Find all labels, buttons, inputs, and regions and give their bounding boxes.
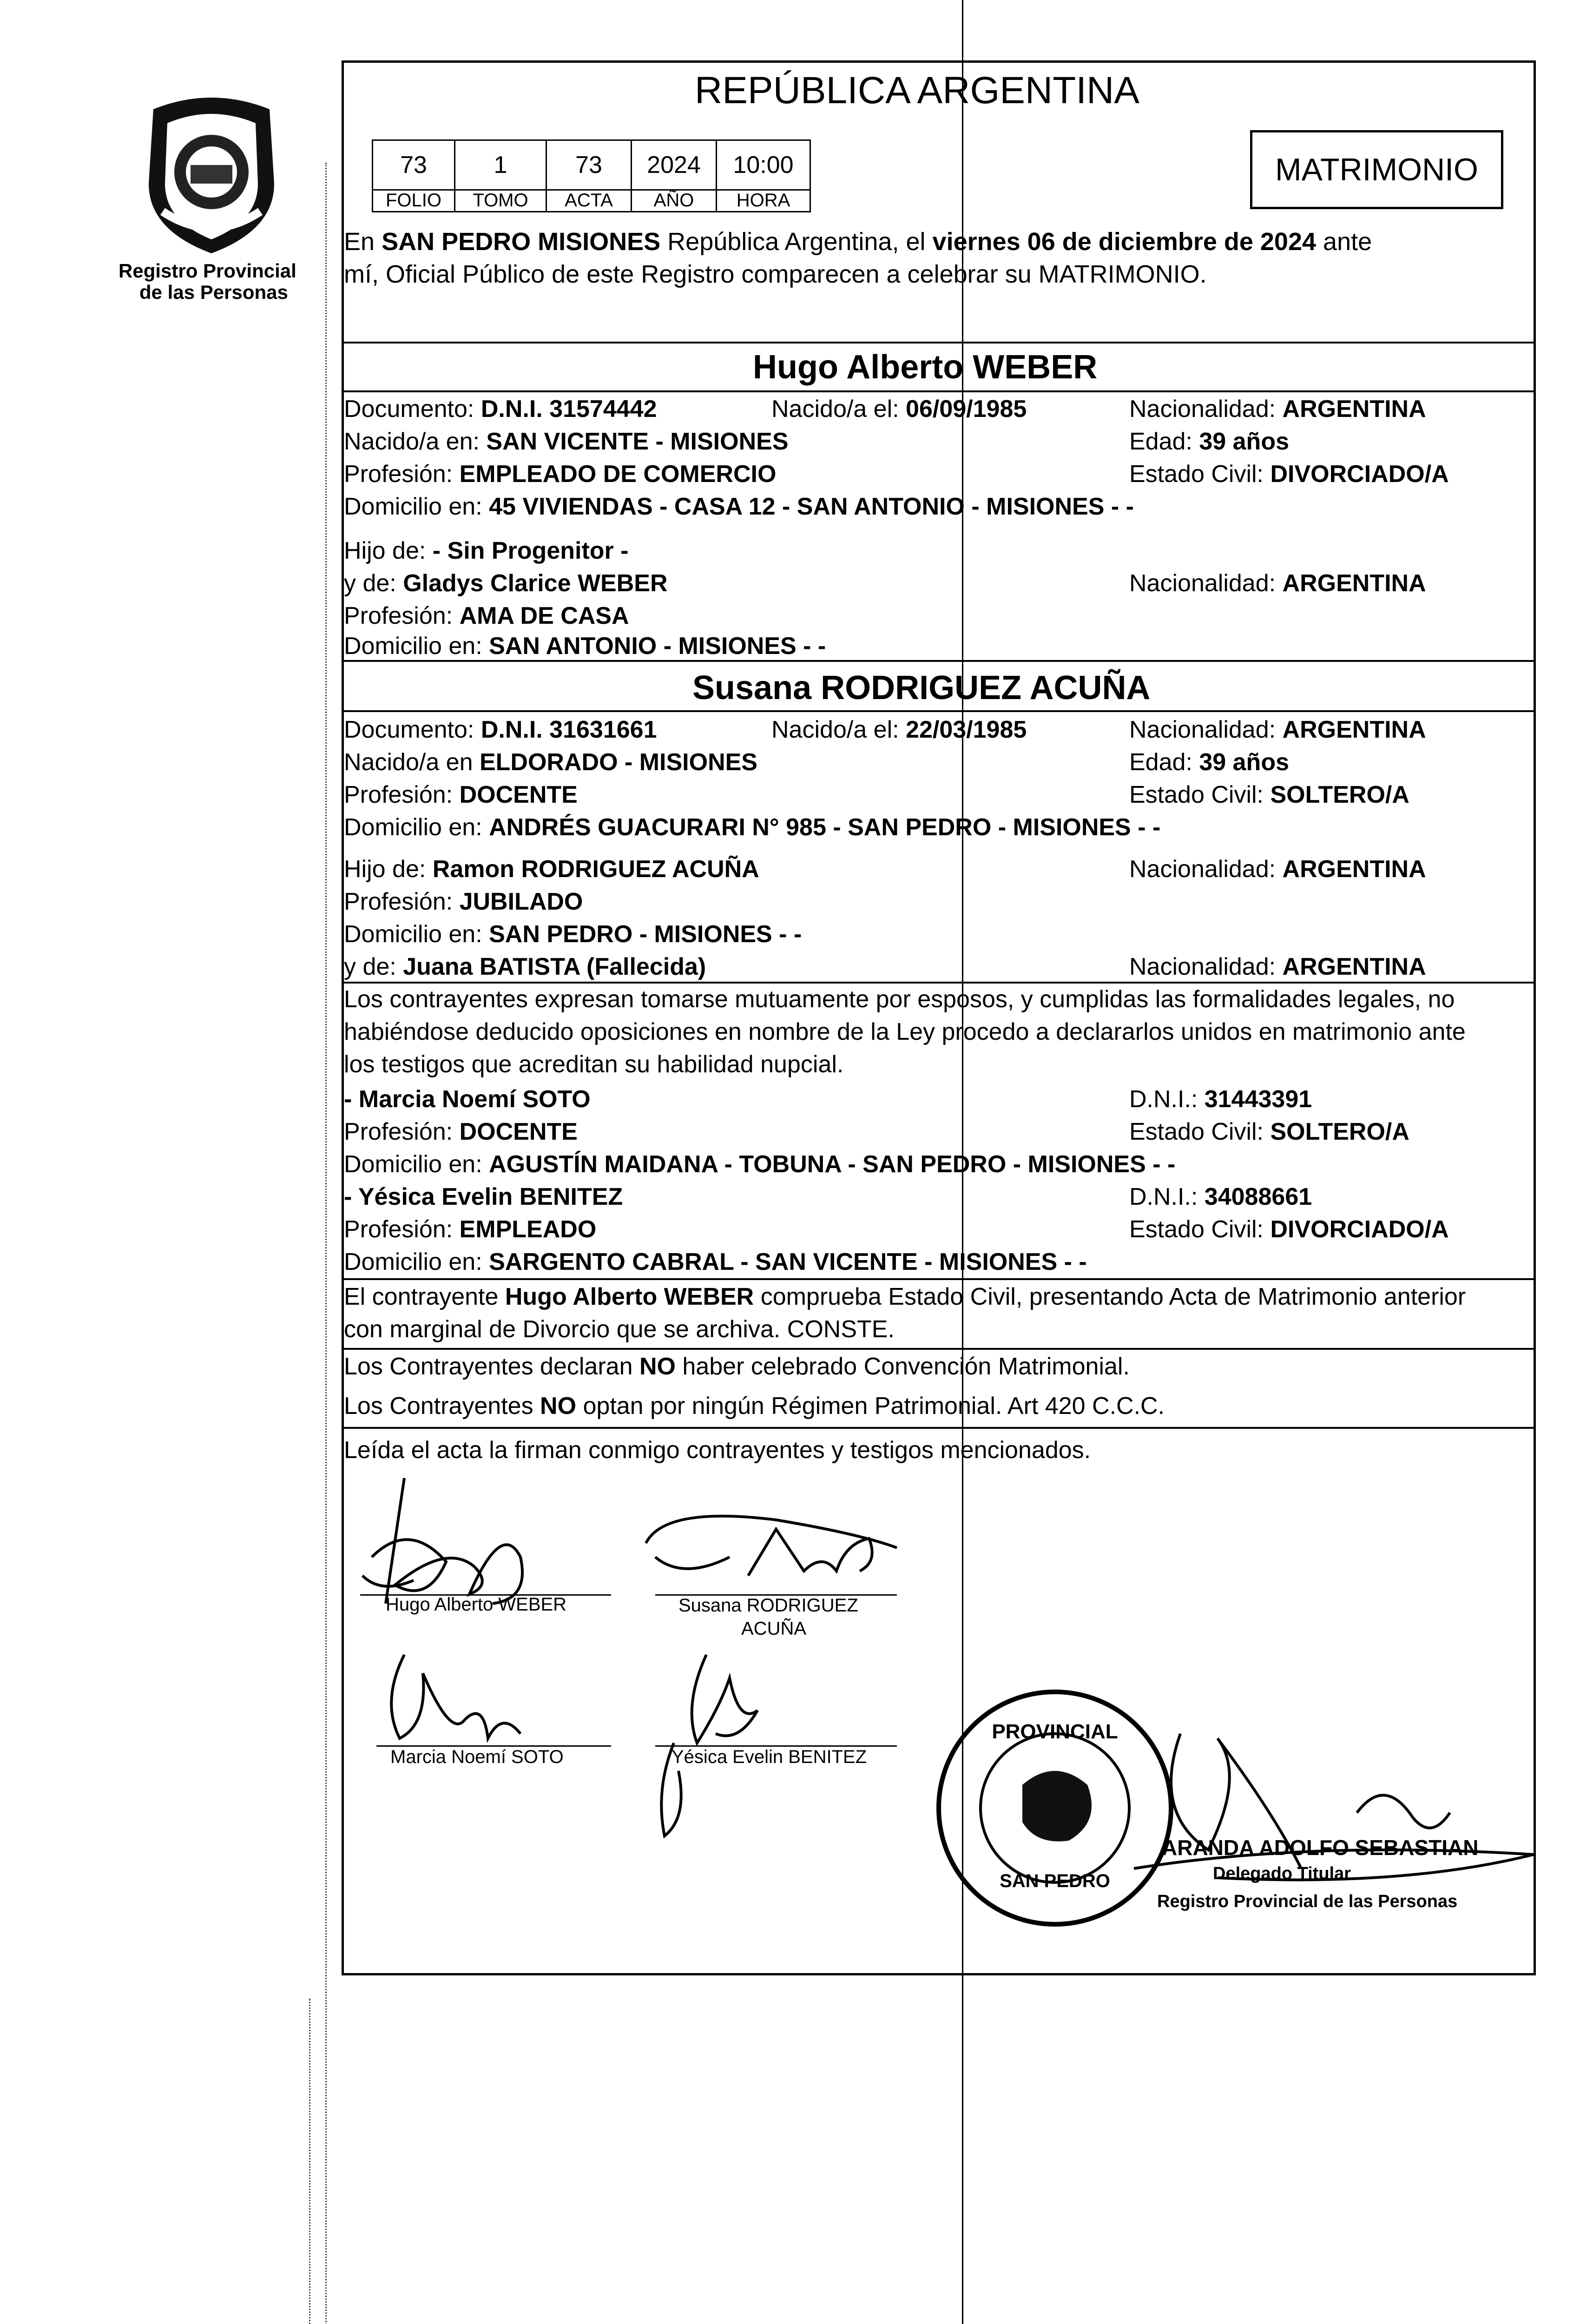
- witness2-job: Profesión: EMPLEADO: [344, 1216, 597, 1243]
- reading-note: Leída el acta la firman conmigo contrayentes y testigos mencionados.: [344, 1437, 1091, 1464]
- intro-line2: mí, Oficial Público de este Registro comparecen a celebrar su MATRIMONIO.: [344, 260, 1207, 288]
- bride-name: Susana RODRIGUEZ ACUÑA: [692, 669, 1151, 706]
- witness2-signature-name: Yésica Evelin BENITEZ: [672, 1747, 867, 1767]
- divider: [342, 1427, 1536, 1429]
- groom-doc: Documento: D.N.I. 31574442: [344, 396, 657, 423]
- date: viernes 06 de diciembre de 2024: [932, 228, 1317, 256]
- bride-address: Domicilio en: ANDRÉS GUACURARI N° 985 - SAN PEDRO - MISIONES - -: [344, 814, 1161, 841]
- groom-mother-nat: Nacionalidad: ARGENTINA: [1129, 570, 1426, 597]
- official-name: ARANDA ADOLFO SEBASTIAN: [1162, 1835, 1479, 1860]
- divider: [342, 342, 1536, 343]
- divider: [342, 1278, 1536, 1280]
- bride-mother: y de: Juana BATISTA (Fallecida): [344, 953, 706, 980]
- divider: [342, 710, 1536, 712]
- declaration-line2: habiéndose deducido oposiciones en nombre de la Ley procedo a declararlos unidos en matrimonio ante: [344, 1018, 1466, 1045]
- bride-signature-name-line1: Susana RODRIGUEZ: [678, 1595, 858, 1616]
- place: SAN PEDRO MISIONES: [382, 228, 661, 256]
- witness1-dni: D.N.I.: 31443391: [1129, 1086, 1312, 1113]
- bride-job: Profesión: DOCENTE: [344, 781, 578, 808]
- witness1-address: Domicilio en: AGUSTÍN MAIDANA - TOBUNA - SAN PEDRO - MISIONES - -: [344, 1151, 1176, 1178]
- divorce-note-line1: El contrayente Hugo Alberto WEBER comprueba Estado Civil, presentando Acta de Matrimonio anterior: [344, 1283, 1466, 1310]
- witness1-name: - Marcia Noemí SOTO: [344, 1086, 591, 1113]
- witness2-civil: Estado Civil: DIVORCIADO/A: [1129, 1216, 1449, 1243]
- divider: [342, 1348, 1536, 1350]
- official-title: Delegado Titular: [1213, 1864, 1351, 1883]
- act-type-box: [1250, 130, 1503, 209]
- acta-label: ACTA: [546, 189, 632, 212]
- witness1-signature-name: Marcia Noemí SOTO: [390, 1747, 564, 1767]
- tomo-label: TOMO: [454, 189, 547, 212]
- groom-born: Nacido/a el: 06/09/1985: [771, 396, 1027, 423]
- bride-father-nat: Nacionalidad: ARGENTINA: [1129, 856, 1426, 883]
- groom-civil: Estado Civil: DIVORCIADO/A: [1129, 461, 1449, 488]
- acta-value: 73: [546, 139, 632, 191]
- svg-text:SAN PEDRO: SAN PEDRO: [1000, 1871, 1110, 1891]
- bride-birthplace: Nacido/a en ELDORADO - MISIONES: [344, 749, 757, 776]
- groom-birthplace: Nacido/a en: SAN VICENTE - MISIONES: [344, 428, 789, 455]
- witness2-dni: D.N.I.: 34088661: [1129, 1183, 1312, 1210]
- intro-line1: En SAN PEDRO MISIONES República Argentina, el viernes 06 de diciembre de 2024 ante: [344, 228, 1372, 256]
- divider: [342, 390, 1536, 392]
- groom-name: Hugo Alberto WEBER: [753, 349, 1098, 386]
- svg-text:PROVINCIAL: PROVINCIAL: [992, 1720, 1118, 1743]
- folio-label: FOLIO: [372, 189, 455, 212]
- bride-signature-name-line2: ACUÑA: [741, 1618, 807, 1639]
- margin-dotted-line: [309, 1999, 312, 2324]
- groom-signature-name: Hugo Alberto WEBER: [386, 1594, 567, 1615]
- act-type: MATRIMONIO: [1275, 152, 1478, 187]
- witness1-civil: Estado Civil: SOLTERO/A: [1129, 1118, 1409, 1145]
- convention-note: Los Contrayentes declaran NO haber celebrado Convención Matrimonial.: [344, 1353, 1130, 1380]
- regime-note: Los Contrayentes NO optan por ningún Régimen Patrimonial. Art 420 C.C.C.: [344, 1393, 1165, 1419]
- bride-nat: Nacionalidad: ARGENTINA: [1129, 716, 1426, 743]
- official-org: Registro Provincial de las Personas: [1157, 1892, 1458, 1911]
- tomo-value: 1: [454, 139, 547, 191]
- groom-mother-address: Domicilio en: SAN ANTONIO - MISIONES - -: [344, 633, 826, 660]
- registry-name-line2: de las Personas: [139, 281, 288, 303]
- divider: [342, 982, 1536, 984]
- groom-age: Edad: 39 años: [1129, 428, 1289, 455]
- groom-job: Profesión: EMPLEADO DE COMERCIO: [344, 461, 777, 488]
- hora-value: 10:00: [716, 139, 811, 191]
- country-title: REPÚBLICA ARGENTINA: [695, 69, 1139, 112]
- bride-doc: Documento: D.N.I. 31631661: [344, 716, 657, 743]
- bride-civil: Estado Civil: SOLTERO/A: [1129, 781, 1409, 808]
- margin-dotted-line: [325, 163, 328, 2324]
- witness1-job: Profesión: DOCENTE: [344, 1118, 578, 1145]
- bride-father: Hijo de: Ramon RODRIGUEZ ACUÑA: [344, 856, 759, 883]
- divider: [342, 660, 1536, 662]
- bride-mother-nat: Nacionalidad: ARGENTINA: [1129, 953, 1426, 980]
- groom-mother-job: Profesión: AMA DE CASA: [344, 602, 629, 629]
- anio-label: AÑO: [631, 189, 717, 212]
- declaration-line3: los testigos que acreditan su habilidad nupcial.: [344, 1051, 844, 1078]
- witness2-address: Domicilio en: SARGENTO CABRAL - SAN VICENTE - MISIONES - -: [344, 1248, 1087, 1275]
- anio-value: 2024: [631, 139, 717, 191]
- bride-father-job: Profesión: JUBILADO: [344, 888, 583, 915]
- groom-signature: [353, 1464, 576, 1613]
- province-coat-of-arms-logo: [135, 91, 288, 258]
- bride-born: Nacido/a el: 22/03/1985: [771, 716, 1027, 743]
- bride-father-address: Domicilio en: SAN PEDRO - MISIONES - -: [344, 921, 802, 948]
- bride-age: Edad: 39 años: [1129, 749, 1289, 776]
- declaration-line1: Los contrayentes expresan tomarse mutuamente por esposos, y cumplidas las formalidades legales, no: [344, 986, 1455, 1013]
- groom-father: Hijo de: - Sin Progenitor -: [344, 537, 629, 564]
- groom-mother: y de: Gladys Clarice WEBER: [344, 570, 668, 597]
- bride-signature: [637, 1501, 911, 1604]
- registry-name-line1: Registro Provincial: [118, 260, 296, 282]
- groom-address: Domicilio en: 45 VIVIENDAS - CASA 12 - SAN ANTONIO - MISIONES - -: [344, 493, 1134, 520]
- folio-value: 73: [372, 139, 455, 191]
- groom-nat: Nacionalidad: ARGENTINA: [1129, 396, 1426, 423]
- divorce-note-line2: con marginal de Divorcio que se archiva. CONSTE.: [344, 1316, 895, 1343]
- hora-label: HORA: [716, 189, 811, 212]
- witness2-name: - Yésica Evelin BENITEZ: [344, 1183, 623, 1210]
